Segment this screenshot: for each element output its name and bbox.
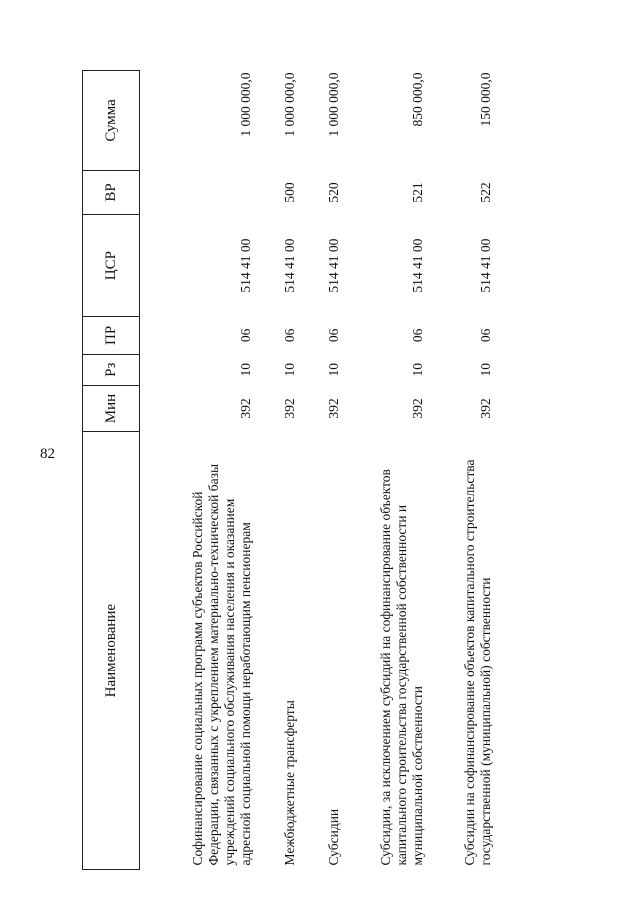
header-rz: Рз bbox=[83, 354, 140, 385]
table-row bbox=[298, 71, 342, 870]
row-sum: 1 000 000,0 bbox=[282, 72, 297, 137]
table-row bbox=[426, 71, 494, 870]
row-name: Межбюджетные трансферты bbox=[282, 700, 297, 866]
row-csr: 514 41 00 bbox=[282, 238, 297, 293]
header-pr: ПР bbox=[83, 317, 140, 355]
row-pr: 06 bbox=[238, 328, 253, 343]
row-min: 392 bbox=[238, 398, 253, 419]
row-min: 392 bbox=[326, 398, 341, 419]
row-name: Субсидии, за исключением субсидий на софинансирование объектов капитального строительства государственной собственности и муниципальной собственности bbox=[378, 469, 425, 866]
row-vr bbox=[140, 170, 255, 214]
row-vr: 522 bbox=[478, 182, 493, 203]
row-csr: 514 41 00 bbox=[478, 238, 493, 293]
row-pr: 06 bbox=[326, 328, 341, 343]
row-pr: 06 bbox=[478, 328, 493, 343]
row-rz: 10 bbox=[282, 363, 297, 377]
row-sum: 150 000,0 bbox=[478, 72, 493, 127]
row-rz: 10 bbox=[478, 363, 493, 377]
row-name: Субсидии bbox=[326, 808, 341, 866]
row-min: 392 bbox=[410, 398, 425, 419]
row-vr: 520 bbox=[326, 182, 341, 203]
table-row bbox=[342, 71, 426, 870]
row-pr: 06 bbox=[282, 328, 297, 343]
header-min: Мин bbox=[83, 385, 140, 432]
header-sum: Сумма bbox=[83, 71, 140, 171]
row-rz: 10 bbox=[326, 363, 341, 377]
row-name: Субсидии на софинансирование объектов капитального строительства государственной (муниципальной) собственности bbox=[462, 459, 493, 866]
budget-table bbox=[82, 70, 494, 870]
row-sum: 1 000 000,0 bbox=[326, 72, 341, 137]
table-row bbox=[254, 71, 298, 870]
row-vr: 521 bbox=[410, 182, 425, 203]
row-csr: 514 41 00 bbox=[410, 238, 425, 293]
row-csr: 514 41 00 bbox=[238, 238, 253, 293]
row-min: 392 bbox=[478, 398, 493, 419]
row-sum: 1 000 000,0 bbox=[238, 72, 253, 137]
row-sum: 850 000,0 bbox=[410, 72, 425, 127]
row-min: 392 bbox=[282, 398, 297, 419]
page-number: 82 bbox=[40, 446, 55, 462]
row-name: Софинансирование социальных программ субъектов Российской Федерации, связанных с укреплением материально-технической базы учреждений социального обслуживания населения и оказанием адресной социальной помощи неработающим пенсионерам bbox=[190, 463, 253, 866]
header-csr: ЦСР bbox=[83, 215, 140, 317]
table-header-row bbox=[83, 71, 140, 870]
row-rz: 10 bbox=[410, 363, 425, 377]
row-rz: 10 bbox=[238, 363, 253, 377]
table-row bbox=[140, 71, 255, 870]
row-pr: 06 bbox=[410, 328, 425, 343]
row-vr: 500 bbox=[282, 182, 297, 203]
header-name: Наименование bbox=[83, 432, 140, 870]
header-vr: ВР bbox=[83, 170, 140, 214]
budget-table-sheet bbox=[82, 60, 552, 870]
row-csr: 514 41 00 bbox=[326, 238, 341, 293]
